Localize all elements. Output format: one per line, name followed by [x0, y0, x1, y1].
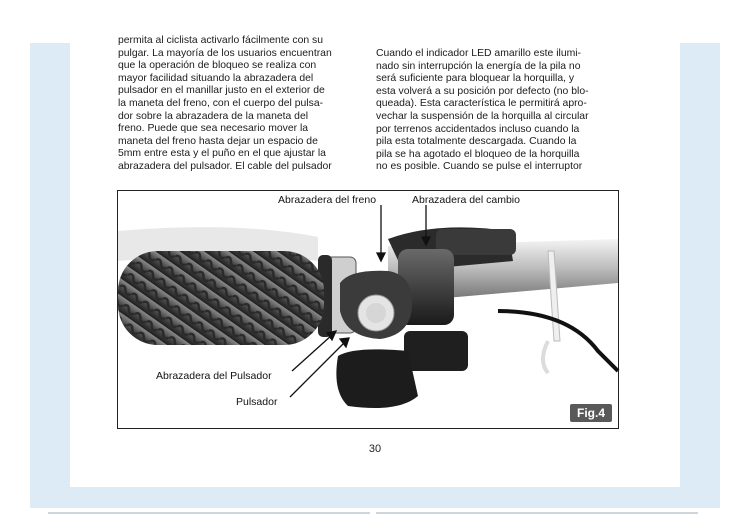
text-line: la maneta del freno, con el cuerpo del pulsa-: [118, 97, 324, 109]
text-line: que la operación de bloqueo se realiza con: [118, 60, 317, 72]
text-line: esta volverá a su posición por defecto (no blo-: [376, 85, 589, 97]
text-line: pulsador en el manillar justo en el exterior de: [118, 85, 325, 97]
page-number: 30: [368, 443, 382, 455]
text-line: freno. Puede que sea necesario mover la: [118, 123, 309, 135]
text-line: mayor facilidad situando la abrazadera del: [118, 72, 314, 84]
text-line: 5mm entre esta y el puño en el que ajustar la: [118, 148, 326, 160]
text-line: será suficiente para bloquear la horquilla, y: [376, 73, 575, 85]
handlebar-photo: [118, 191, 618, 428]
label-button-clamp: Abrazadera del Pulsador: [156, 370, 272, 382]
text-line: queada). Esta característica le permitirá apro-: [376, 98, 587, 110]
text-line: Cuando el indicador LED amarillo este ilumi-: [376, 48, 582, 59]
figure-number-badge: Fig.4: [570, 404, 612, 422]
text-line: maneta del freno hasta dejar un espacio de: [118, 135, 318, 147]
text-column-right: [376, 48, 626, 174]
label-brake-clamp: Abrazadera del freno: [278, 194, 377, 206]
text-line: por terrenos accidentados incluso cuando la: [376, 123, 580, 135]
text-line: permita al ciclista activarlo fácilmente con su: [118, 35, 324, 46]
handlebar-photo-figure: [117, 190, 619, 429]
label-shift-clamp: Abrazadera del cambio: [412, 194, 520, 206]
label-button: Pulsador: [236, 396, 278, 408]
manual-page: [70, 35, 680, 487]
text-line: abrazadera del pulsador. El cable del pulsador: [118, 160, 332, 172]
text-line: pila se ha agotado el bloqueo de la horquilla: [376, 148, 580, 160]
text-line: pila esta totalmente descargada. Cuando la: [376, 136, 577, 148]
text-line: dor sobre la abrazadera de la maneta del: [118, 110, 309, 122]
text-line: pulgar. La mayoría de los usuarios encuentran: [118, 47, 332, 59]
text-column-left: [118, 35, 358, 174]
text-line: nado sin interrupción la energía de la pila no: [376, 60, 581, 72]
text-line: no es posible. Cuando se pulse el interruptor: [376, 161, 583, 173]
text-line: vechar la suspensión de la horquilla al circular: [376, 110, 589, 122]
